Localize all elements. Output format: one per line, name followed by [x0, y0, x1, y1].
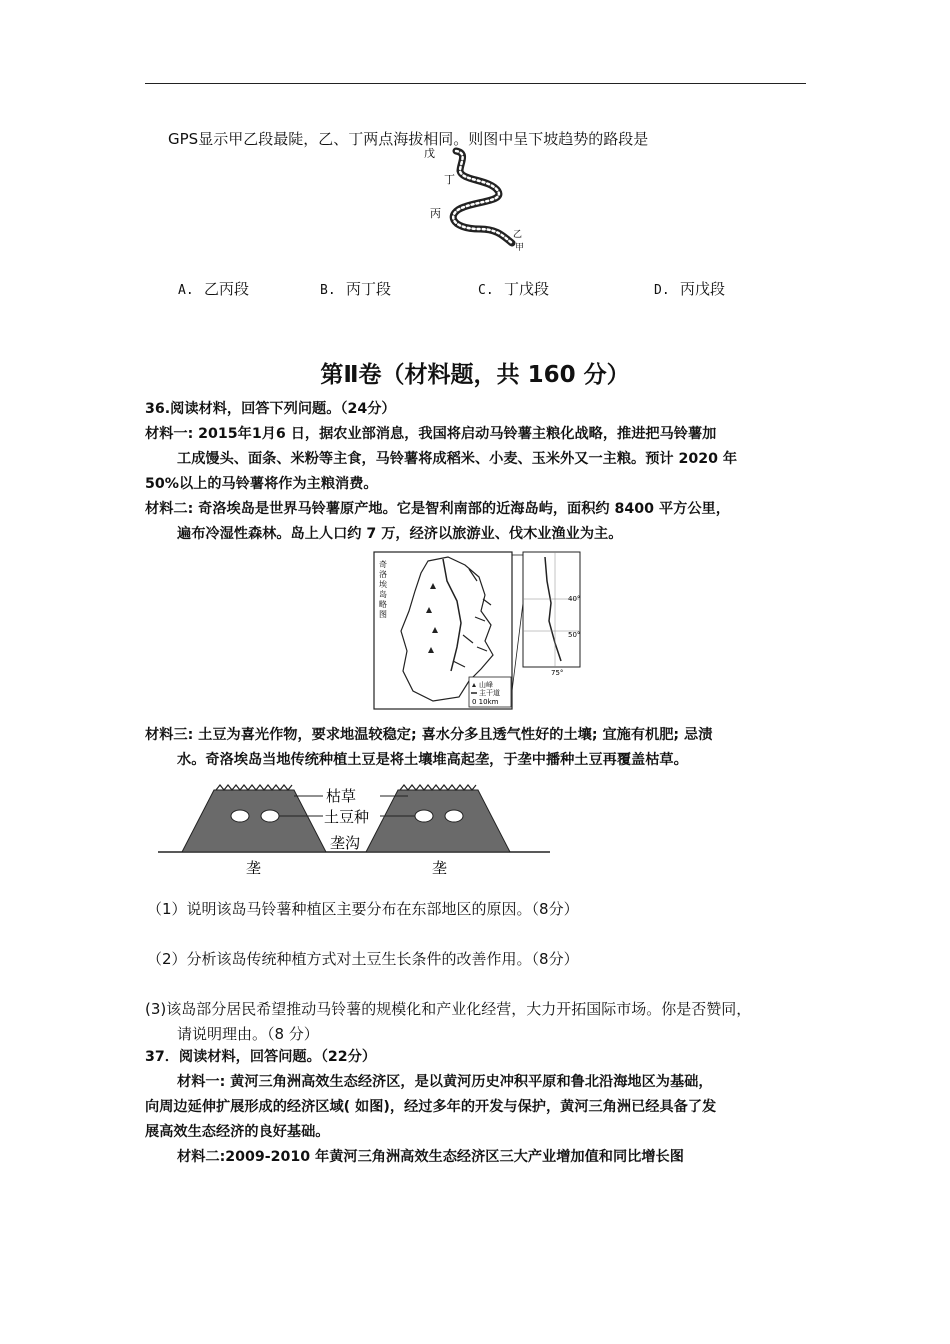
option-a[interactable]: A. 乙丙段 [178, 280, 250, 298]
svg-text:埃: 埃 [379, 580, 387, 589]
option-c[interactable]: C. 丁戊段 [478, 280, 550, 298]
label-grass: 枯草 [326, 787, 357, 805]
svg-text:岛: 岛 [379, 590, 387, 599]
q36-material3-line1: 材料三: 土豆为喜光作物，要求地温较稳定; 喜水分多且透气性好的土壤; 宜施有机肥; 忌渍 [145, 727, 713, 743]
q36-sub3-line2: 请说明理由。（8 分） [177, 1025, 319, 1043]
legend-road: 主干道 [479, 689, 500, 697]
q36-material3 [145, 723, 810, 773]
q36-material2-line1: 材料二: 奇洛埃岛是世界马铃薯原产地。它是智利南部的近海岛屿，面积约 8400 平方公里， [145, 501, 730, 517]
section-title: 第Ⅱ卷（材料题，共 160 分） [320, 362, 630, 388]
q36-material3-line2: 水。奇洛埃岛当地传统种植土豆是将土壤堆高起垄，于垄中播种土豆再覆盖枯草。 [177, 752, 688, 768]
lat-40-label: 40° [568, 595, 581, 603]
q36-material1-line2: 工成馒头、面条、米粉等主食，马铃薯将成稻米、小麦、玉米外又一主粮。预计 2020 年 [177, 451, 738, 467]
svg-text:图: 图 [379, 610, 387, 619]
label-ridge-left: 垄 [246, 859, 262, 877]
ridge-left [182, 790, 326, 852]
q36-material1-line1: 材料一: 2015年1月6 日，据农业部消息，我国将启动马铃薯主粮化战略，推进把马铃薯加 [145, 426, 717, 442]
q37-block [145, 1045, 810, 1170]
option-b[interactable]: B. 丙丁段 [320, 280, 392, 298]
q36-material2-line2: 遍布冷湿性森林。岛上人口约 7 万，经济以旅游业、伐木业渔业为主。 [177, 526, 623, 542]
seed-2 [261, 810, 279, 822]
seed-3 [415, 810, 433, 822]
grass-left [216, 785, 292, 790]
point-jia: 甲 [515, 243, 525, 253]
lon-75-label: 75° [551, 669, 564, 677]
point-ding: 丁 [444, 173, 455, 186]
label-furrow: 垄沟 [330, 834, 361, 852]
q36-block [145, 397, 810, 547]
label-ridge-right: 垄 [432, 859, 448, 877]
seed-4 [445, 810, 463, 822]
point-bing: 丙 [430, 207, 441, 220]
point-yi: 乙 [513, 230, 523, 240]
q36-intro: 36.阅读材料，回答下列问题。（24分） [145, 401, 396, 417]
ridge-right [366, 790, 510, 852]
svg-text:洛: 洛 [379, 570, 387, 579]
q37-material1-line3: 展高效生态经济的良好基础。 [145, 1124, 330, 1140]
q37-material2: 材料二:2009-2010 年黄河三角洲高效生态经济区三大产业增加值和同比增长图 [177, 1149, 684, 1165]
point-wu: 戊 [424, 147, 435, 160]
legend-scale: 0 10km [472, 698, 499, 706]
header-rule [145, 83, 806, 84]
lat-50-label: 50° [568, 631, 581, 639]
svg-text:奇: 奇 [379, 560, 387, 569]
q36-sub3-line1: (3)该岛部分居民希望推动马铃薯的规模化和产业化经营，大力开拓国际市场。你是否赞同， [145, 1000, 752, 1018]
label-seed: 土豆种 [324, 808, 370, 826]
q36-sub3 [145, 997, 815, 1047]
q36-material1-line3: 50%以上的马铃薯将作为主粮消费。 [145, 476, 378, 492]
chiloe-map [373, 551, 583, 711]
q36-sub2: （2）分析该岛传统种植方式对土豆生长条件的改善作用。（8分） [147, 950, 579, 968]
legend-mountain: 山峰 [479, 681, 493, 689]
option-d[interactable]: D. 丙戊段 [654, 280, 726, 298]
q35-stem: GPS显示甲乙段最陡，乙、丁两点海拔相同。则图中呈下坡趋势的路段是 [168, 130, 649, 148]
ridge-diagram [158, 778, 550, 880]
q36-sub1: （1）说明该岛马铃薯种植区主要分布在东部地区的原因。（8分） [147, 900, 579, 918]
q37-intro: 37．阅读材料，回答问题。（22分） [145, 1049, 377, 1065]
seed-1 [231, 810, 249, 822]
q35-route-figure [420, 145, 535, 257]
q37-material1-line1: 材料一: 黄河三角洲高效生态经济区，是以黄河历史冲积平原和鲁北沿海地区为基础， [177, 1074, 713, 1090]
q37-material1-line2: 向周边延伸扩展形成的经济区域( 如图)，经过多年的开发与保护，黄河三角洲已经具备了发 [145, 1099, 717, 1115]
grass-right [400, 785, 476, 790]
svg-text:略: 略 [379, 600, 387, 609]
